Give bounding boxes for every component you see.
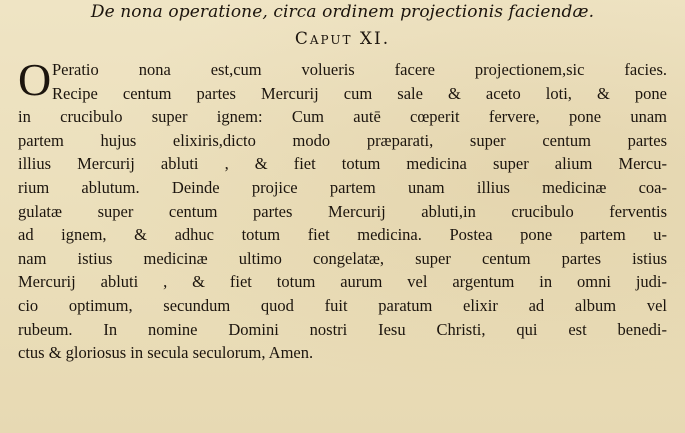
chapter-body <box>18 54 667 365</box>
chapter-heading: De nona operatione, circa ordinem projectionis faciendæ. <box>90 2 595 22</box>
text-line: gulatæ super centum partes Mercurij abluti,in crucibulo ferventis <box>18 201 667 221</box>
text-line: Peratio nona est,cum volueris facere projectionem,sic facies. <box>52 60 667 79</box>
text-line: rubeum. In nomine Domini nostri Iesu Christi, qui est benedi- <box>18 319 667 339</box>
text-line: illius Mercurij abluti , & fiet totum medicina super alium Mercu- <box>18 154 667 174</box>
text-line: ad ignem, & adhuc totum fiet medicina. Postea pone partem u- <box>18 225 667 245</box>
text-line: cio optimum, secundum quod fuit paratum elixir ad album vel <box>18 295 667 315</box>
text-line: nam istius medicinæ ultimo congelatæ, super centum partes istius <box>18 248 667 268</box>
text-line: partem hujus elixiris,dicto modo præparati, super centum partes <box>18 130 667 150</box>
text-line: ctus & gloriosus in secula seculorum, Amen. <box>18 343 314 363</box>
chapter-number: Caput XI. <box>294 29 391 49</box>
text-line: Mercurij abluti , & fiet totum aurum vel argentum in omni judi- <box>18 272 667 292</box>
text-line: Recipe centum partes Mercurij cum sale & aceto loti, & pone <box>52 83 667 103</box>
drop-cap: O <box>18 54 52 105</box>
text-line: in crucibulo super ignem: Cum autē cœperit fervere, pone unam <box>18 107 667 127</box>
text-line: rium ablutum. Deinde projice partem unam illius medicinæ coa- <box>18 177 667 197</box>
